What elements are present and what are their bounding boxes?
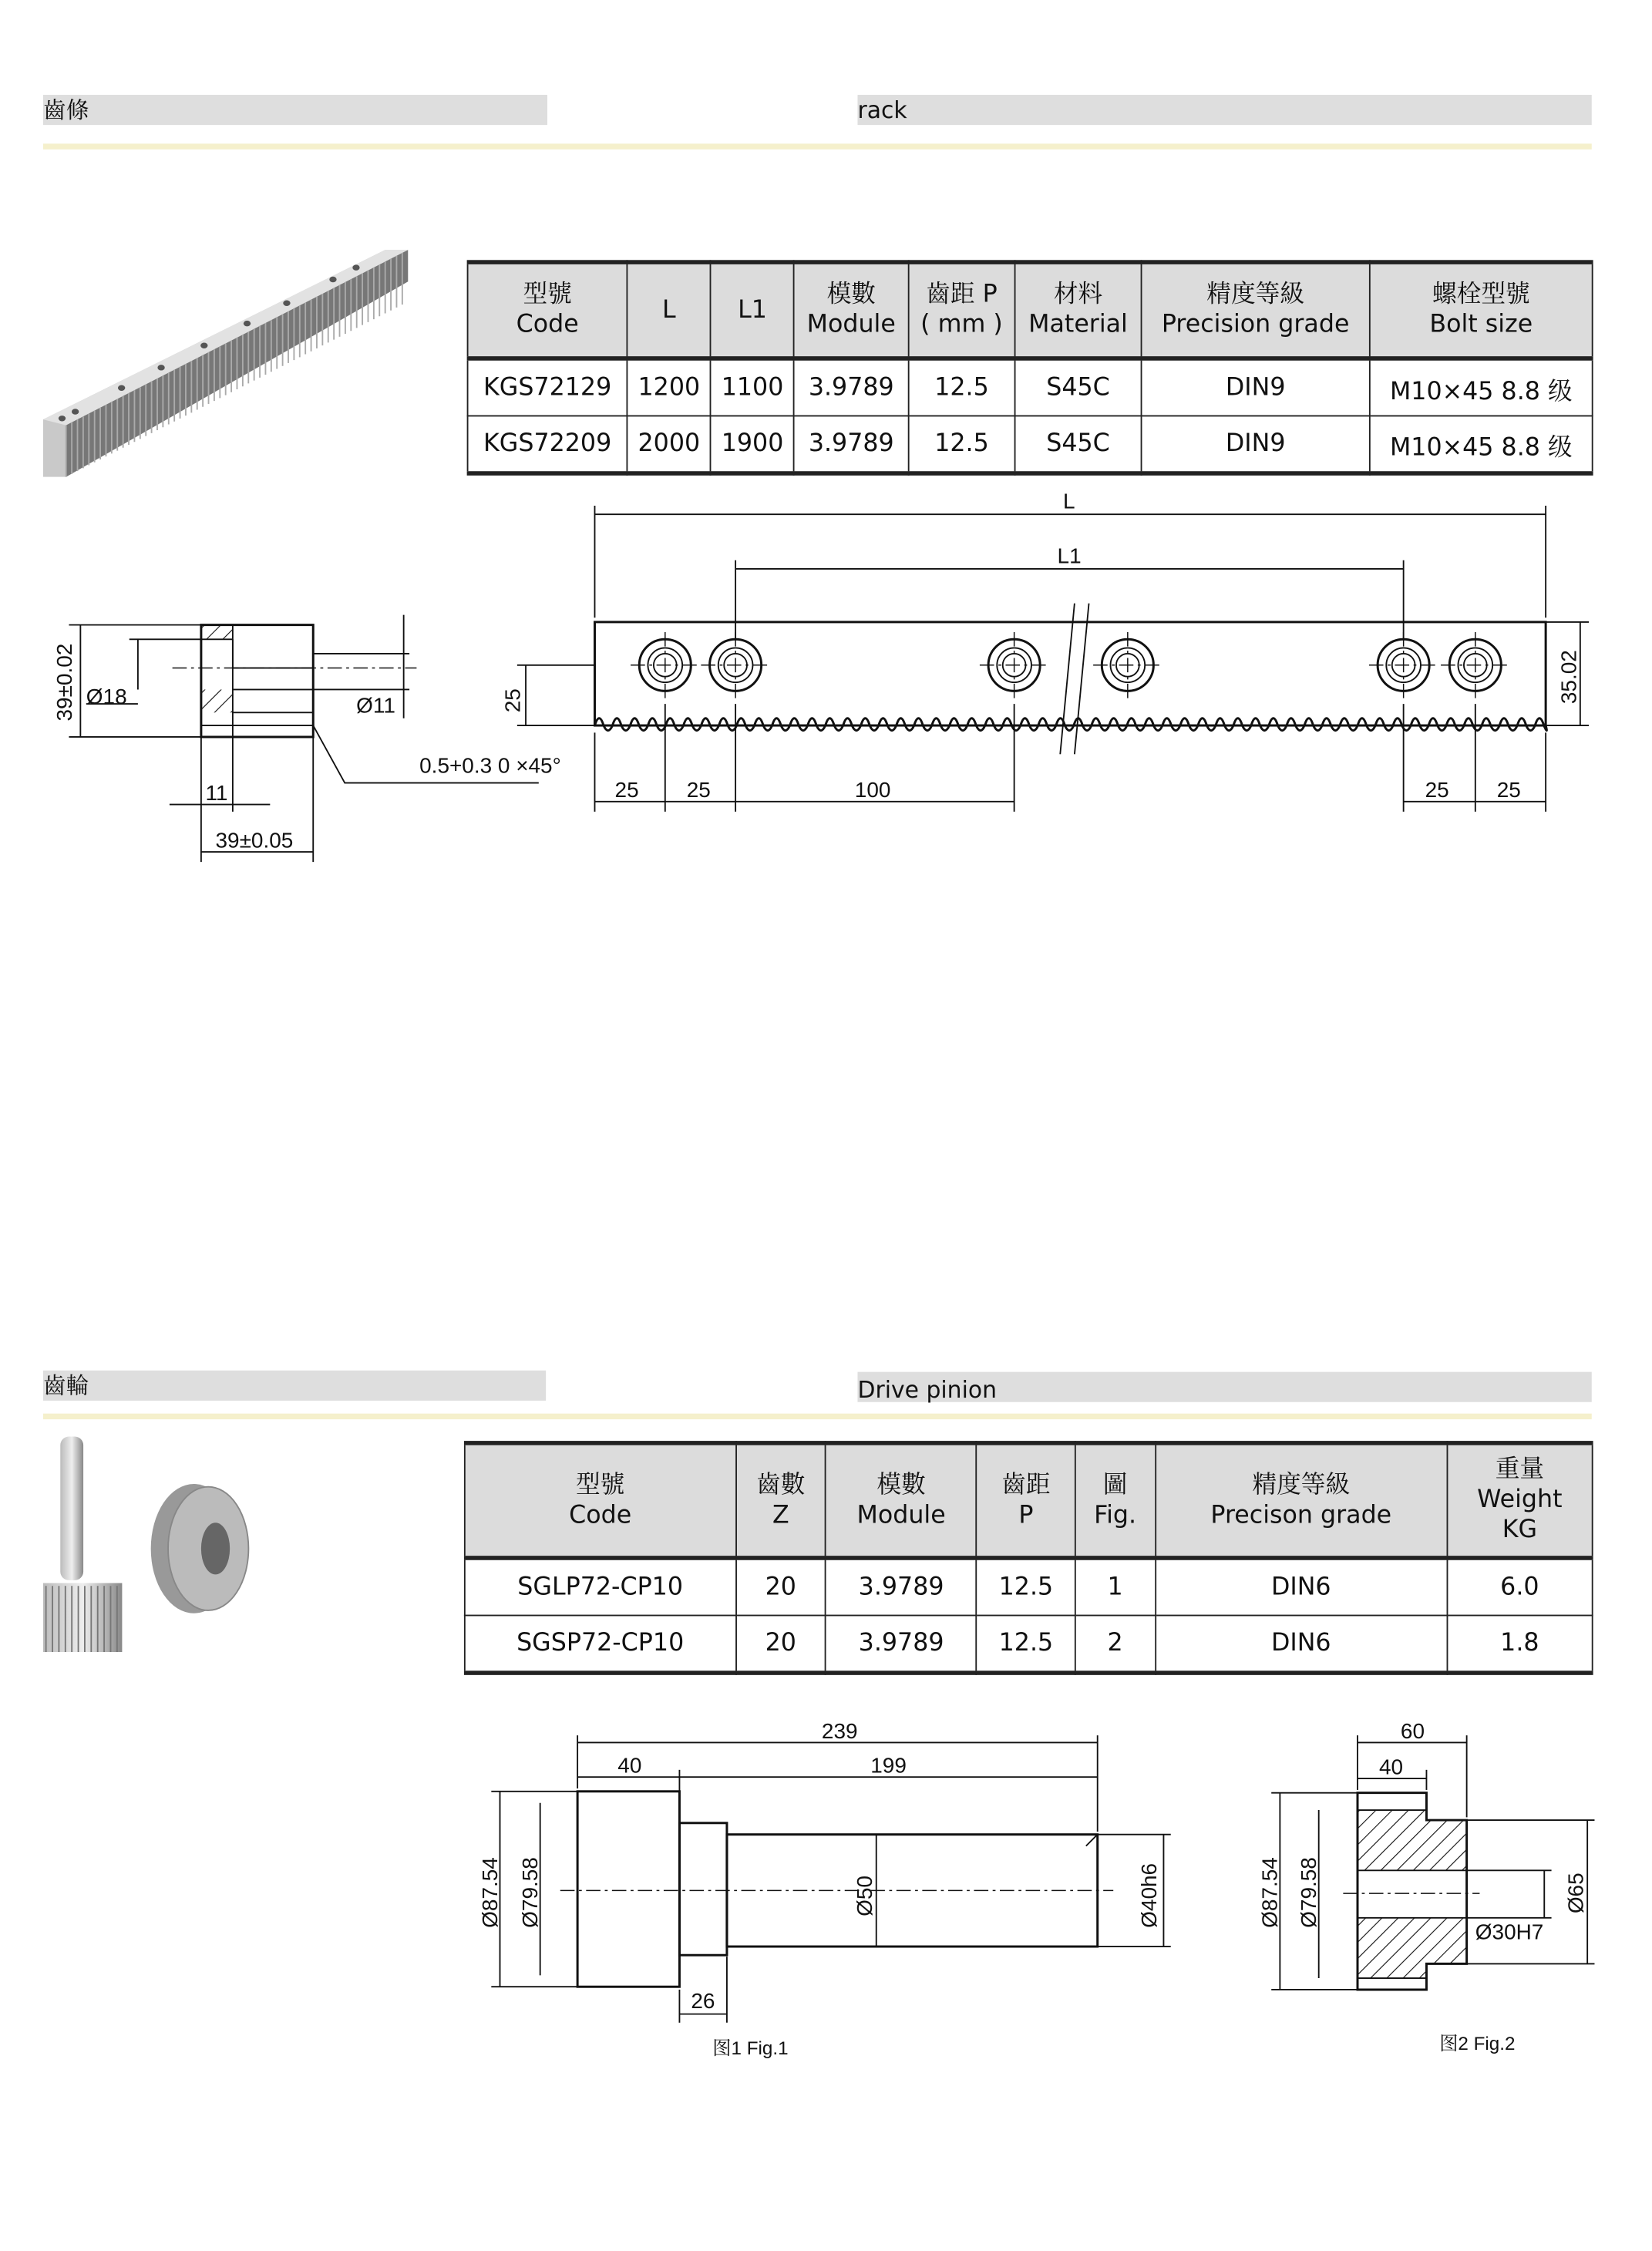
table-cell: M10×45 8.8 级 bbox=[1370, 358, 1593, 416]
table-cell: 3.9789 bbox=[826, 1558, 977, 1616]
header-text: 螺栓型號 bbox=[1432, 280, 1530, 309]
header-text: 型號 bbox=[575, 1470, 625, 1499]
hole bbox=[157, 365, 164, 370]
dim-d50: Ø50 bbox=[853, 1876, 877, 1916]
pinion-fig1-drawing bbox=[478, 1719, 1171, 2059]
dim-od-87: Ø87.54 bbox=[1257, 1857, 1282, 1928]
table-cell: KGS72209 bbox=[468, 416, 627, 473]
fig1-caption: 图1 Fig.1 bbox=[712, 2037, 789, 2059]
hole bbox=[72, 409, 79, 414]
table-cell: SGLP72-CP10 bbox=[465, 1558, 736, 1616]
header-text: 重量 bbox=[1495, 1455, 1545, 1484]
hole bbox=[59, 416, 66, 421]
header-text: 模數 bbox=[826, 280, 876, 309]
table-cell: 1900 bbox=[711, 416, 794, 473]
header-text: 型號 bbox=[523, 280, 572, 309]
dim-100: 100 bbox=[854, 778, 891, 802]
table-cell: 1.8 bbox=[1447, 1616, 1593, 1674]
header-text: Code bbox=[516, 310, 579, 339]
table-cell: DIN6 bbox=[1156, 1558, 1448, 1616]
table-cell: 12.5 bbox=[977, 1558, 1075, 1616]
table-cell: 1 bbox=[1075, 1558, 1156, 1616]
fig2-caption: 图2 Fig.2 bbox=[1439, 2034, 1516, 2055]
dim-d11: Ø11 bbox=[356, 693, 395, 718]
dim-25: 25 bbox=[686, 778, 711, 802]
header-text: Material bbox=[1028, 310, 1128, 339]
dim-d18: Ø18 bbox=[86, 685, 127, 709]
dim-d65: Ø65 bbox=[1563, 1872, 1588, 1914]
hole bbox=[200, 343, 207, 348]
header-text: Z bbox=[772, 1500, 789, 1529]
table-cell: KGS72129 bbox=[468, 358, 627, 416]
table-cell: 1100 bbox=[711, 358, 794, 416]
header-text: Bolt size bbox=[1429, 310, 1533, 339]
dim-od-79: Ø79.58 bbox=[517, 1857, 542, 1928]
dim-26: 26 bbox=[691, 1989, 715, 2014]
header-text: L1 bbox=[738, 294, 767, 325]
dim-od-79: Ø79.58 bbox=[1296, 1857, 1321, 1928]
dim-25: 25 bbox=[1496, 778, 1521, 802]
title-text: rack bbox=[857, 96, 907, 124]
header-text: Precision grade bbox=[1161, 310, 1350, 339]
table-cell: SGSP72-CP10 bbox=[465, 1616, 736, 1674]
header-text: 圖 bbox=[1102, 1470, 1128, 1499]
header-text: ( mm ) bbox=[920, 310, 1003, 339]
table-cell: 1200 bbox=[627, 358, 711, 416]
header-text: Module bbox=[856, 1500, 946, 1529]
rack-product-image bbox=[43, 250, 408, 476]
header-text: 模數 bbox=[876, 1470, 926, 1499]
table-cell: 3.9789 bbox=[794, 416, 908, 473]
header-text: L bbox=[661, 294, 676, 325]
hole bbox=[244, 321, 251, 326]
table-cell: 20 bbox=[735, 1558, 826, 1616]
rack-front-drawing bbox=[501, 490, 1589, 812]
dim-239: 239 bbox=[821, 1718, 858, 1743]
table-cell: 12.5 bbox=[977, 1616, 1075, 1674]
header-text: Precison grade bbox=[1210, 1500, 1392, 1529]
header-text: 齒數 bbox=[756, 1470, 806, 1499]
header-text: 齒距 P bbox=[926, 280, 998, 309]
header-text: 精度等級 bbox=[1252, 1470, 1351, 1499]
header-text: Module bbox=[806, 310, 896, 339]
dim-od-87: Ø87.54 bbox=[477, 1857, 502, 1928]
table-cell: DIN9 bbox=[1141, 416, 1370, 473]
table-cell: 20 bbox=[735, 1616, 826, 1674]
dim-d40h6: Ø40h6 bbox=[1137, 1862, 1162, 1928]
table-cell: 2000 bbox=[627, 416, 711, 473]
table-cell: 6.0 bbox=[1447, 1558, 1593, 1616]
hole bbox=[352, 264, 359, 270]
header-text: KG bbox=[1502, 1515, 1538, 1545]
table-cell: S45C bbox=[1015, 358, 1142, 416]
header-text: Weight bbox=[1477, 1485, 1563, 1515]
dim-25: 25 bbox=[1425, 778, 1449, 802]
header-text: Code bbox=[569, 1500, 632, 1529]
title-text: Drive pinion bbox=[857, 1376, 998, 1404]
dim-60: 60 bbox=[1400, 1718, 1425, 1743]
dim-L: L bbox=[1062, 489, 1075, 513]
dim-height-25: 25 bbox=[500, 688, 525, 713]
dim-199: 199 bbox=[870, 1753, 907, 1778]
table-cell: 12.5 bbox=[908, 416, 1014, 473]
table-cell: DIN6 bbox=[1156, 1616, 1448, 1674]
dim-bore: Ø30H7 bbox=[1475, 1920, 1544, 1944]
header-text: 精度等級 bbox=[1206, 280, 1305, 309]
dim-section-height: 39±0.02 bbox=[52, 643, 77, 722]
dim-11: 11 bbox=[205, 780, 228, 805]
header-text: Fig. bbox=[1094, 1500, 1137, 1529]
title-text: 齒條 bbox=[42, 96, 89, 124]
table-cell: 3.9789 bbox=[826, 1616, 977, 1674]
title-text: 齒輪 bbox=[42, 1371, 89, 1400]
dim-25: 25 bbox=[614, 778, 639, 802]
dim-chamfer: 0.5+0.3 0 ×45° bbox=[419, 753, 561, 778]
header-text: 材料 bbox=[1053, 280, 1103, 309]
dim-40: 40 bbox=[1378, 1755, 1404, 1779]
table-cell: 2 bbox=[1075, 1616, 1156, 1674]
dim-40: 40 bbox=[617, 1753, 642, 1778]
pinion-product-image bbox=[43, 1437, 248, 1653]
table-cell: M10×45 8.8 级 bbox=[1370, 416, 1593, 473]
dim-L1: L1 bbox=[1057, 543, 1082, 568]
rack-cross-section-drawing bbox=[52, 615, 561, 863]
pinion-fig2-drawing bbox=[1258, 1719, 1595, 2054]
hole bbox=[329, 277, 336, 282]
header-text: 齒距 bbox=[1001, 1470, 1051, 1499]
table-cell: DIN9 bbox=[1141, 358, 1370, 416]
table-cell: 12.5 bbox=[908, 358, 1014, 416]
hole bbox=[283, 301, 290, 306]
hole bbox=[118, 385, 125, 390]
header-text: P bbox=[1018, 1500, 1034, 1529]
dim-section-width: 39±0.05 bbox=[215, 828, 294, 853]
dim-height-35: 35.02 bbox=[1556, 650, 1581, 705]
table-cell: 3.9789 bbox=[794, 358, 908, 416]
table-cell: S45C bbox=[1015, 416, 1142, 473]
